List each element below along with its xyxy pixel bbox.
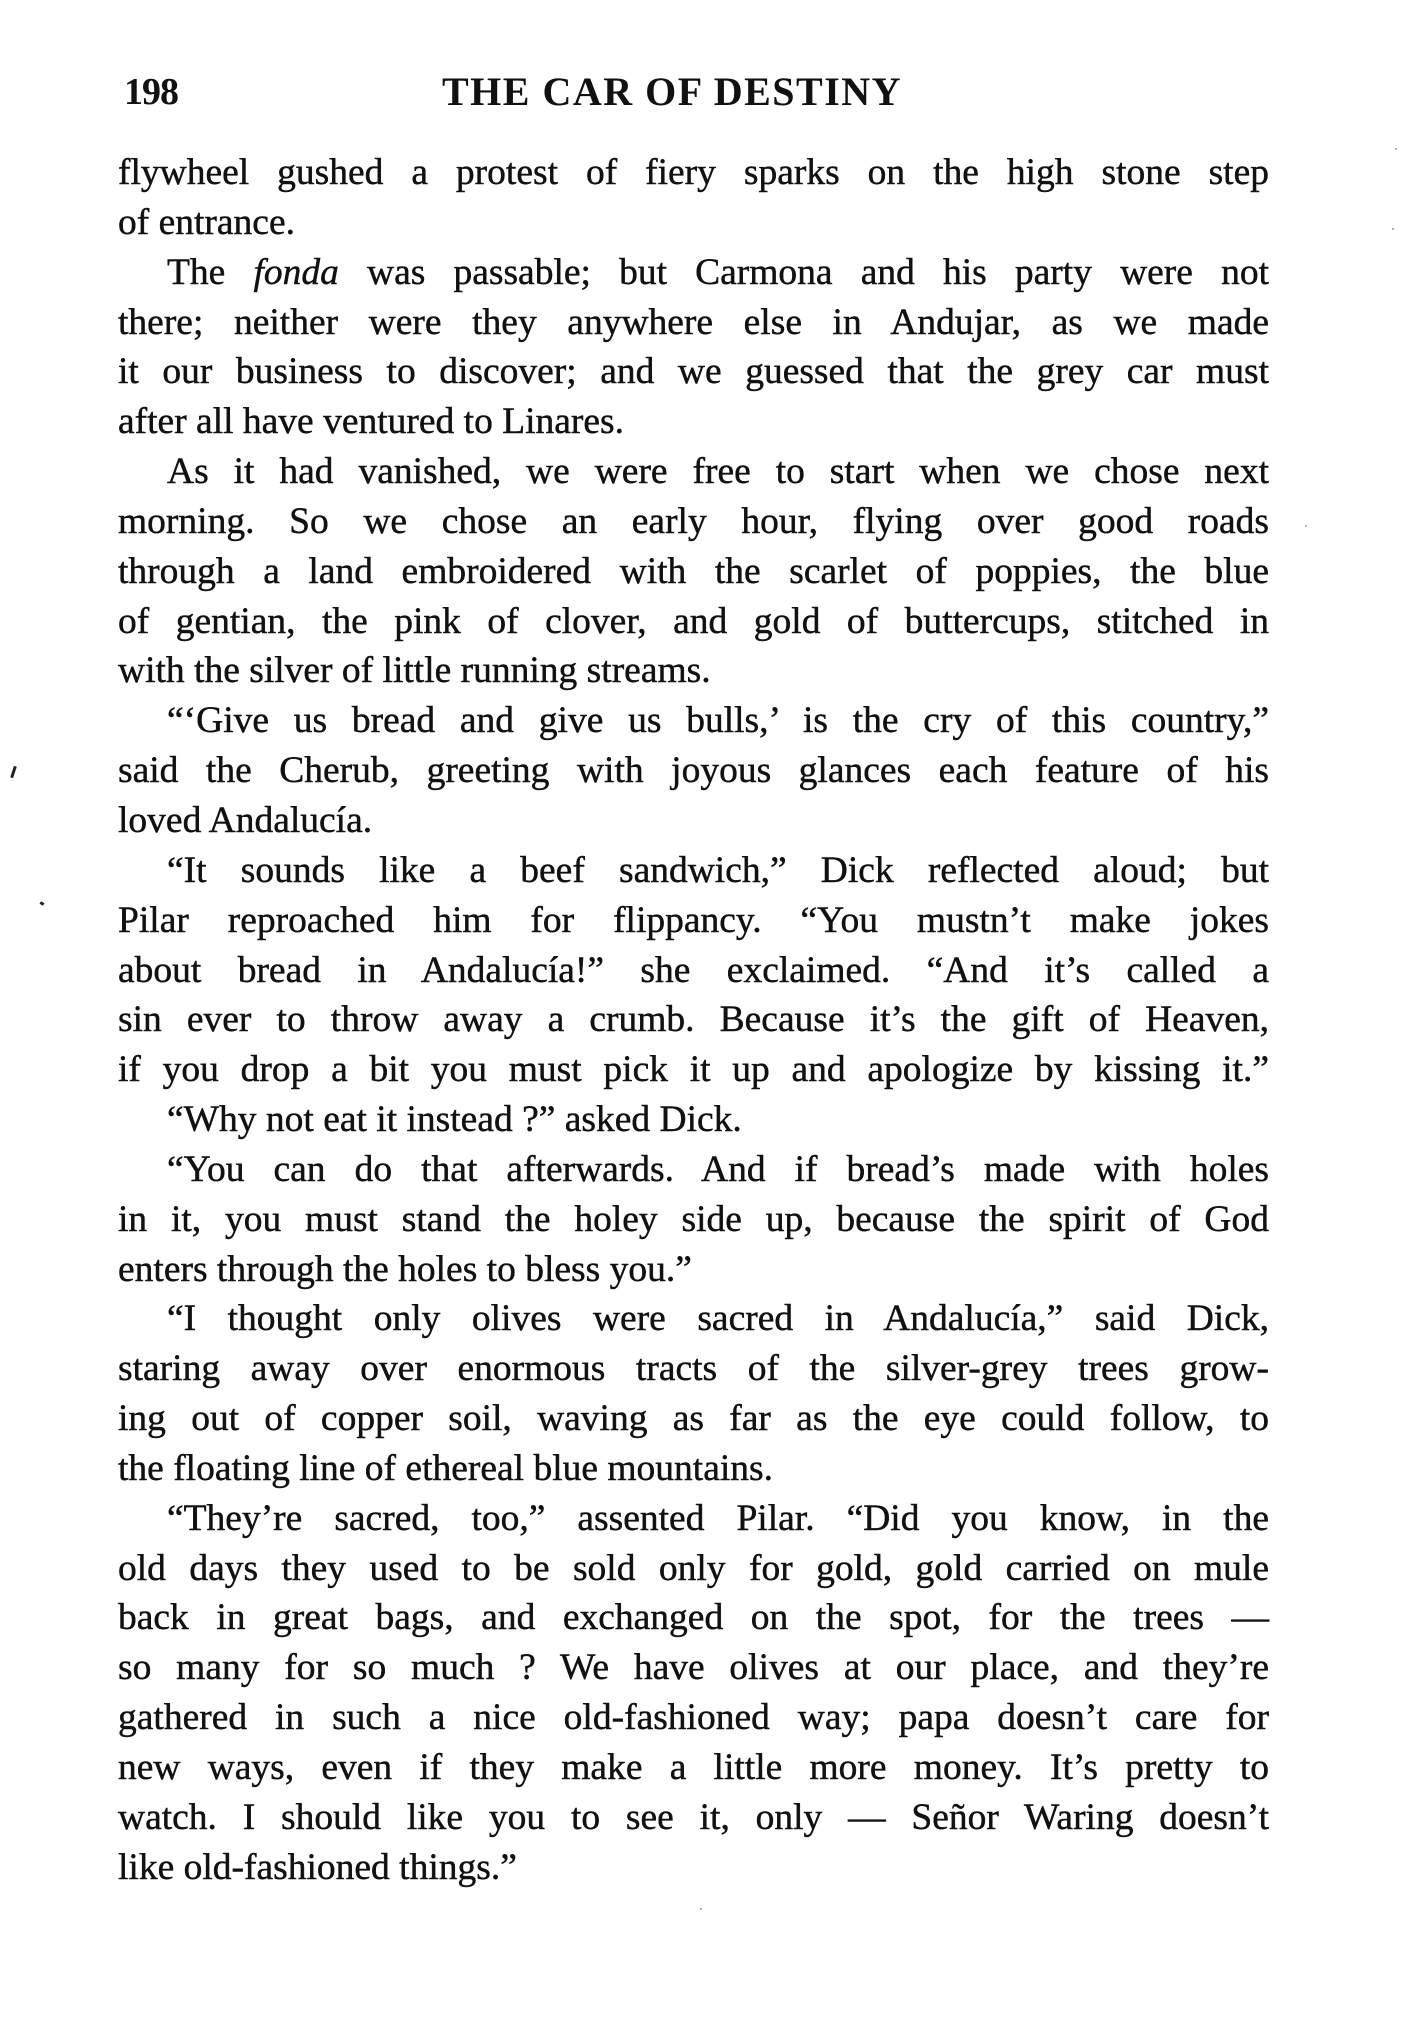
text-line: about bread in Andalucía!” she exclaimed. “And it’s called a <box>118 949 1269 991</box>
running-head <box>124 70 1274 120</box>
text-line: loved Andalucía. <box>118 799 373 841</box>
text-line: new ways, even if they make a little more money. It’s pretty to <box>118 1747 1269 1788</box>
scan-dot <box>1305 525 1307 527</box>
margin-speck <box>10 766 17 778</box>
text-run: was passable; but Carmona and his party were not <box>338 251 1269 293</box>
text-line: “They’re sacred, too,” assented Pilar. “Did you know, in the <box>167 1497 1269 1539</box>
body-text <box>118 148 1269 1893</box>
book-title: THE CAR OF DESTINY <box>442 69 903 114</box>
text-line: the floating line of ethereal blue mountains. <box>118 1447 774 1489</box>
text-line: enters through the holes to bless you.” <box>118 1248 692 1290</box>
text-line: of gentian, the pink of clover, and gold of buttercups, stitched in <box>118 600 1269 642</box>
text-line: “You can do that afterwards. And if bread’s made with holes <box>167 1148 1269 1190</box>
scan-dot <box>1392 228 1394 230</box>
text-line <box>118 248 1269 298</box>
text-line: through a land embroidered with the scarlet of poppies, the blue <box>118 550 1269 592</box>
italic-word: fonda <box>253 251 339 293</box>
text-line: after all have ventured to Linares. <box>118 401 625 443</box>
text-line: gathered in such a nice old-fashioned way; papa doesn’t care for <box>118 1697 1269 1739</box>
text-line: “Why not eat it instead ?” asked Dick. <box>167 1099 742 1141</box>
text-line: Pilar reproached him for flippancy. “You mustn’t make jokes <box>118 899 1269 941</box>
text-line: morning. So we chose an early hour, flying over good roads <box>118 500 1269 542</box>
text-line: like old-fashioned things.” <box>118 1846 517 1888</box>
text-line: there; neither were they anywhere else in Andujar, as we made <box>118 301 1269 343</box>
scan-dot <box>700 1908 702 1910</box>
text-line: so many for so much ? We have olives at our place, and they’re <box>118 1647 1269 1689</box>
text-line: in it, you must stand the holey side up, because the spirit of God <box>118 1198 1269 1240</box>
text-line: back in great bags, and exchanged on the spot, for the trees — <box>118 1597 1269 1639</box>
text-line: said the Cherub, greeting with joyous glances each feature of his <box>118 750 1269 792</box>
margin-speck <box>40 901 45 906</box>
text-line: sin ever to throw away a crumb. Because it’s the gift of Heaven, <box>118 999 1269 1041</box>
text-line: of entrance. <box>118 201 295 243</box>
text-line: old days they used to be sold only for gold, gold carried on mule <box>118 1547 1269 1589</box>
text-line: staring away over enormous tracts of the silver-grey trees grow- <box>118 1348 1269 1390</box>
text-line: “I thought only olives were sacred in Andalucía,” said Dick, <box>167 1298 1269 1340</box>
text-line: “‘Give us bread and give us bulls,’ is the cry of this country,” <box>167 700 1269 742</box>
text-line: watch. I should like you to see it, only — Señor Waring doesn’t <box>118 1796 1269 1838</box>
page-number: 198 <box>124 71 178 113</box>
text-line: ing out of copper soil, waving as far as the eye could follow, to <box>118 1398 1269 1440</box>
text-line: As it had vanished, we were free to start when we chose next <box>167 451 1269 493</box>
text-line: flywheel gushed a protest of fiery sparks on the high stone step <box>118 152 1269 193</box>
text-run: The <box>167 251 254 293</box>
scan-dot <box>1395 148 1397 150</box>
text-line: “It sounds like a beef sandwich,” Dick reflected aloud; but <box>167 849 1269 891</box>
text-line: with the silver of little running streams. <box>118 650 711 692</box>
text-line: it our business to discover; and we guessed that the grey car must <box>118 351 1269 393</box>
text-line: if you drop a bit you must pick it up and apologize by kissing it.” <box>118 1049 1269 1091</box>
